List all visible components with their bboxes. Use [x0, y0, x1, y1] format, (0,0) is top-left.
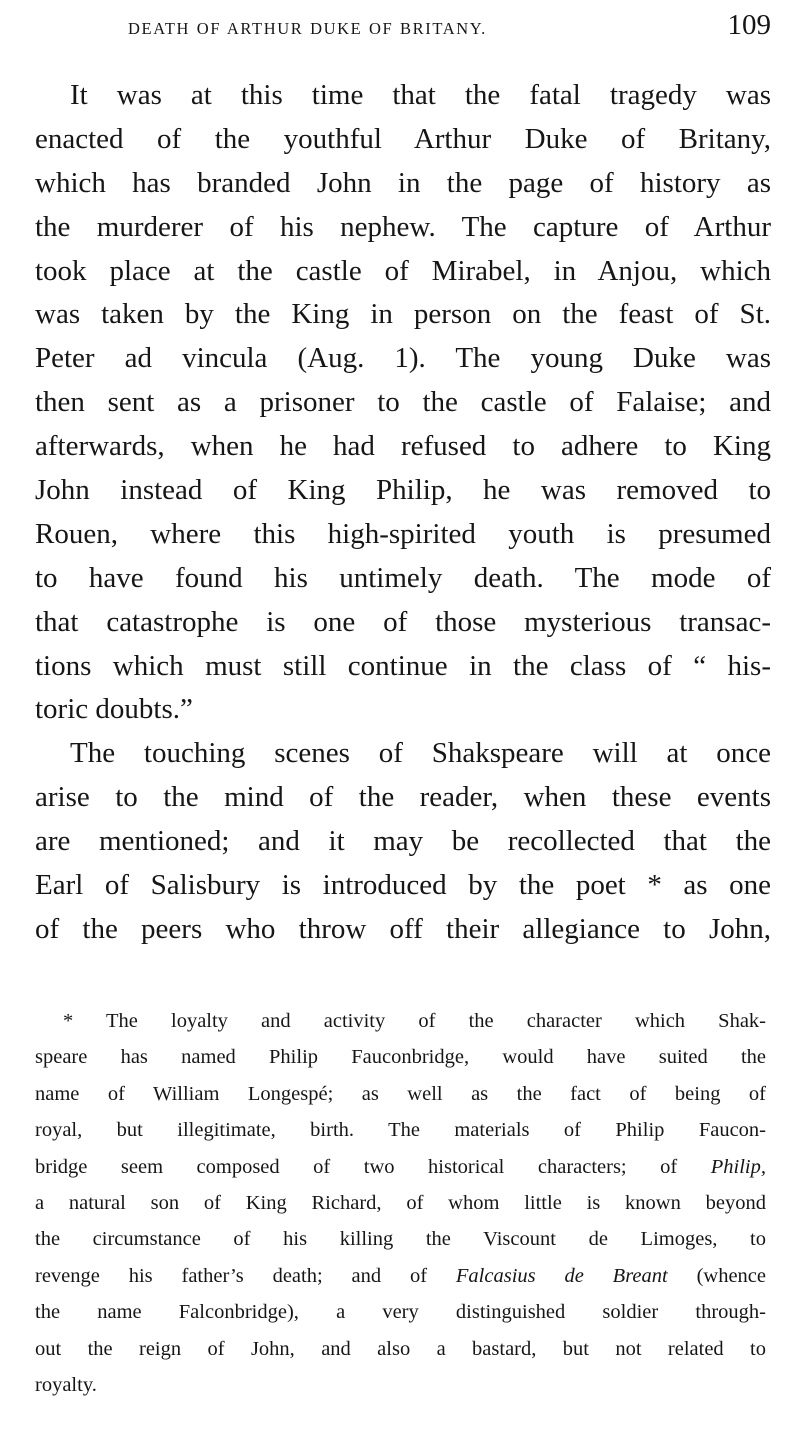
footnote-text: (whence [696, 1264, 767, 1287]
body-text [35, 74, 771, 952]
page-number: 109 [727, 9, 771, 41]
text-line: It was at this time that the fatal tragedy was [70, 79, 771, 111]
footnote-line: name of William Longespé; as well as the fact of being of [35, 1082, 766, 1105]
text-line: enacted of the youthful Arthur Duke of Britany, [35, 122, 771, 155]
text-line: toric doubts.” [35, 693, 193, 726]
text-line: afterwards, when he had refused to adhere to King [35, 430, 771, 463]
text-line: to have found his untimely death. The mode of [35, 561, 771, 594]
footnote-text: bridge seem composed of two historical characters; of [35, 1155, 678, 1178]
text-line: The touching scenes of Shakspeare will at once [70, 737, 771, 770]
text-line: which has branded John in the page of history as [35, 166, 771, 199]
text-line: are mentioned; and it may be recollected that the [35, 825, 771, 858]
footnote-line: * The loyalty and activity of the character which Shak- [63, 1010, 766, 1032]
text-line: John instead of King Philip, he was removed to [35, 474, 771, 507]
text-line: that catastrophe is one of those mysterious transac- [35, 605, 771, 638]
footnote-line: royalty. [35, 1373, 97, 1396]
footnote-text: revenge his father’s death; and of [35, 1264, 428, 1287]
footnote-line: out the reign of John, and also a bastard, but not related to [35, 1337, 766, 1360]
footnote-line: the circumstance of his killing the Viscount de Limoges, to [35, 1228, 766, 1251]
paragraph [35, 74, 771, 732]
footnote-line: a natural son of King Richard, of whom little is known beyond [35, 1191, 766, 1214]
text-line: the murderer of his nephew. The capture of Arthur [35, 210, 771, 243]
footnote-italic-name: Falcasius de Breant [455, 1264, 668, 1287]
text-line: of the peers who throw off their allegiance to John, [35, 912, 771, 945]
text-line: took place at the castle of Mirabel, in Anjou, which [35, 254, 771, 287]
footnote [35, 1003, 766, 1403]
text-line: was taken by the King in person on the feast of St. [35, 298, 771, 331]
text-line: tions which must still continue in the class of “ his- [35, 649, 771, 682]
text-line: arise to the mind of the reader, when these events [35, 781, 771, 814]
text-line: Rouen, where this high-spirited youth is presumed [35, 517, 771, 550]
text-line: Earl of Salisbury is introduced by the poet * as one [35, 869, 771, 902]
footnote-line: speare has named Philip Fauconbridge, would have suited the [35, 1046, 766, 1069]
footnote-line: royal, but illegitimate, birth. The materials of Philip Faucon- [35, 1119, 766, 1142]
footnote-line [35, 1258, 766, 1294]
footnote-line [35, 1149, 766, 1185]
text-line: Peter ad vincula (Aug. 1). The young Duke was [35, 342, 771, 375]
footnote-line: the name Falconbridge), a very distinguished soldier through- [35, 1301, 766, 1324]
running-head [128, 10, 773, 44]
text-line: then sent as a prisoner to the castle of Falaise; and [35, 386, 771, 419]
running-title: DEATH OF ARTHUR DUKE OF BRITANY. [128, 19, 487, 38]
footnote-italic-name: Philip, [710, 1155, 766, 1178]
paragraph [35, 732, 771, 951]
